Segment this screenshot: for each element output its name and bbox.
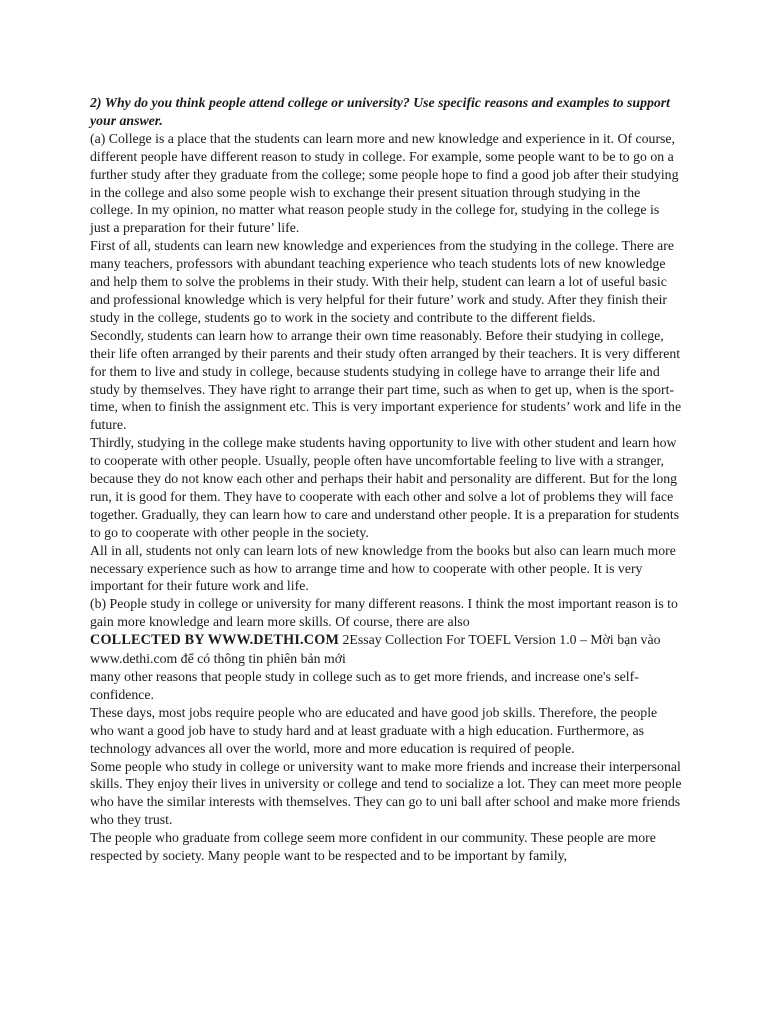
collection-info-text: 2Essay Collection For TOEFL Version 1.0 – Mời bạn vào www.dethi.com để có thông tin phiên bản mới [90, 632, 661, 667]
paragraph-b-jobs: These days, most jobs require people who are educated and have good job skills. Therefore, the people who want a good job have to study hard and at least graduate with a high education. Furthermore, as technology advances all over the world, more and more education is required of people. [90, 704, 658, 756]
paragraph-a-second: Secondly, students can learn how to arrange their own time reasonably. Before their studying in college, their life often arranged by their parents and their study often arranged by their teachers. It is very different for them to live and study in college, because students studying in college have to arrange their life and study by themselves. They have right to arrange their part time, such as when to get up, when is the sport-time, when to finish the assignment etc. This is very important experience for students’ work and life in the future. [90, 327, 682, 433]
paragraph-a-intro: (a) College is a place that the students can learn more and new knowledge and experience in it. Of course, different people have different reason to study in college. For example, some people want to be to go on a further study after they graduate from the college; some people hope to find a good job after their studying in the college and also some people wish to exchange their present situation through studying in the college. In my opinion, no matter what reason people study in the college for, studying in the college is just a preparation for their future’ life. [90, 130, 679, 236]
paragraph-b-friends: Some people who study in college or university want to make more friends and increase their interpersonal skills. They enjoy their lives in university or college and tend to socialize a lot. They can meet more people who have the similar interests with themselves. They can go to uni ball after school and make more friends who they trust. [90, 758, 682, 828]
paragraph-a-conclusion: All in all, students not only can learn lots of new knowledge from the books but also can learn much more necessary experience such as how to arrange time and how to cooperate with other people. It is very important for their future work and life. [90, 542, 676, 594]
paragraph-b-continued: many other reasons that people study in college such as to get more friends, and increase one's self-confidence. [90, 669, 639, 702]
paragraph-b-intro: (b) People study in college or university for many different reasons. I think the most important reason is to gain more knowledge and learn more skills. Of course, there are also [90, 596, 678, 630]
paragraph-a-third: Thirdly, studying in the college make students having opportunity to live with other student and learn how to cooperate with other people. Usually, people often have uncomfortable feeling to live with a stranger, because they do not know each other and perhaps their habit and personality are different. But for the long run, it is good for them. They have to cooperate with each other and solve a lot of problems they will face together. Gradually, they can learn how to care and understand other people. It is a preparation for students to go to cooperate with other people in the society. [90, 435, 680, 540]
collected-by-footer [90, 631, 682, 668]
collected-by-label: COLLECTED BY WWW.DETHI.COM [90, 632, 340, 649]
paragraph-a-first: First of all, students can learn new knowledge and experiences from the studying in the college. There are many teachers, professors with abundant teaching experience who teach students lots of new knowledge and help them to solve the problems in their study. With their help, student can learn a lot of useful basic and professional knowledge which is very helpful for their future’ work and study. After they finish their study in the college, students go to work in the society and contribute to the different fields. [90, 238, 675, 325]
paragraph-b-confidence: The people who graduate from college seem more confident in our community. These people are more respected by society. Many people want to be respected and to be important by family, [90, 830, 656, 864]
document-page [90, 94, 682, 865]
question-heading: 2) Why do you think people attend college or university? Use specific reasons and examples to support your answer. [90, 95, 670, 128]
